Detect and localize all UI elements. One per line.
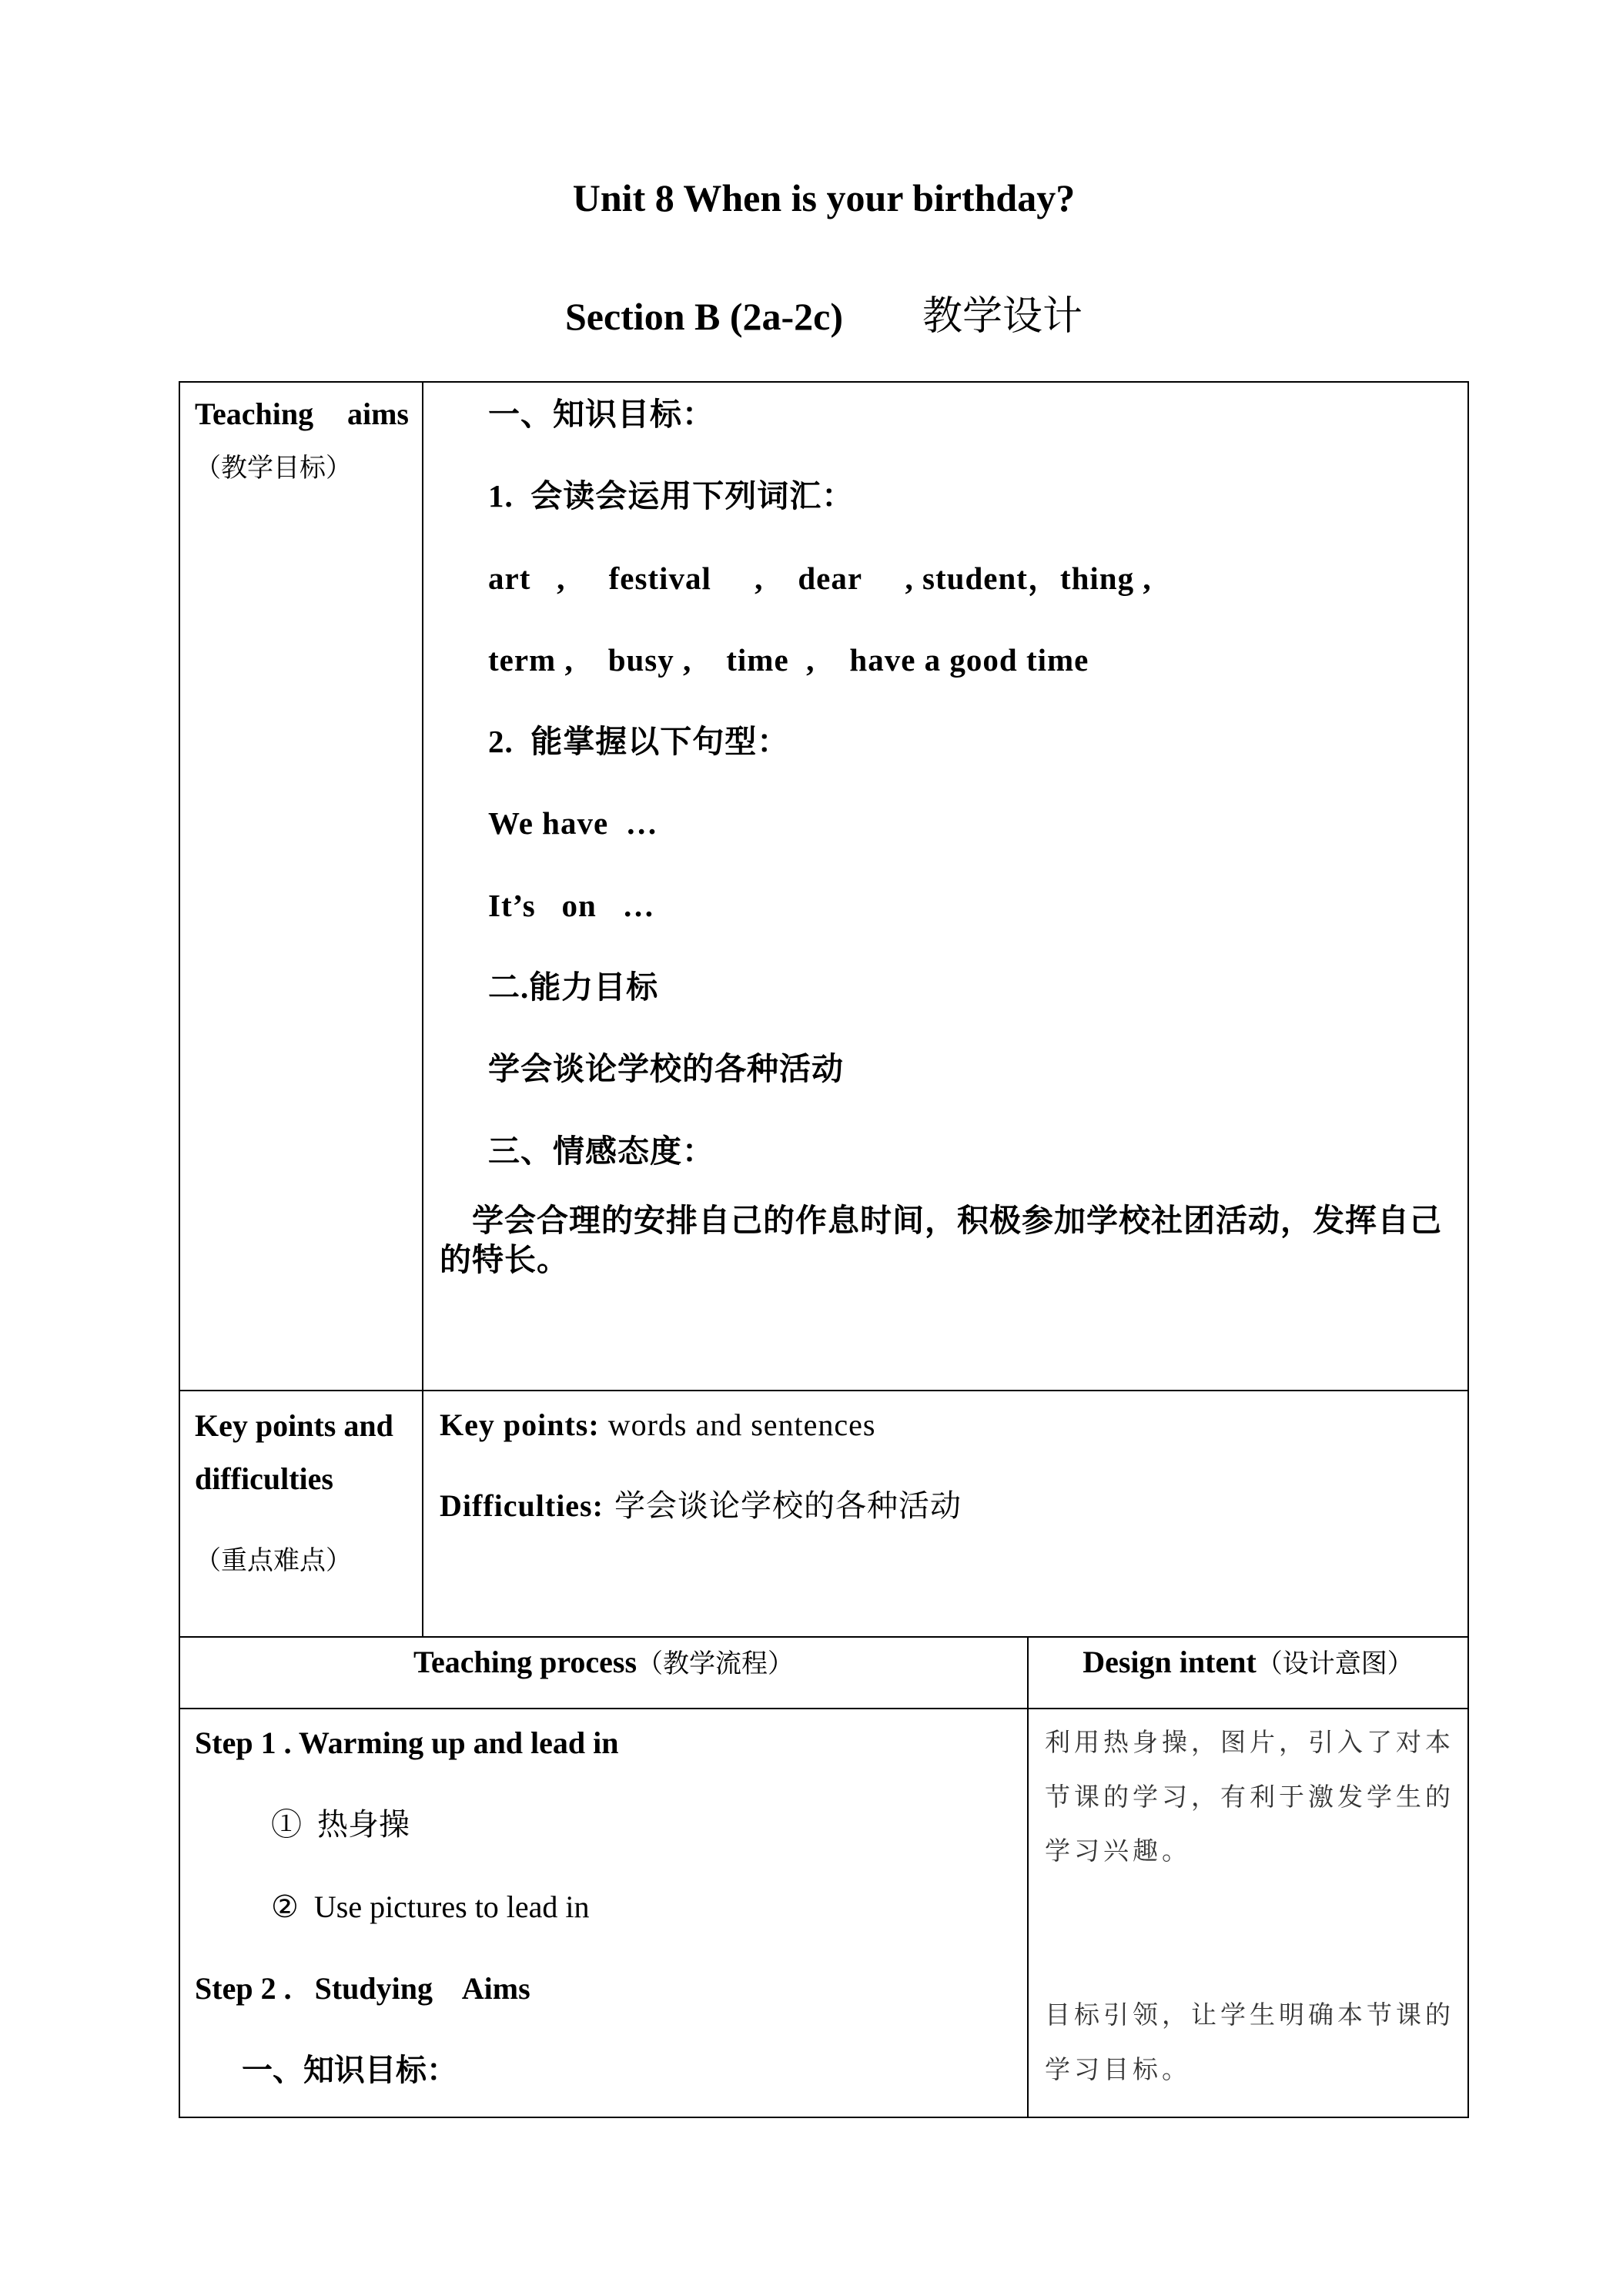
- vocabulary-line-1: art , festival , dear , student，thing ,: [488, 560, 1152, 596]
- design-intent-header-en: Design intent: [1083, 1645, 1257, 1679]
- design-intent-header-cn: （设计意图）: [1256, 1650, 1414, 1678]
- difficulties-label: Difficulties:: [440, 1488, 604, 1523]
- document-subtitle: [179, 292, 1469, 341]
- knowledge-aims-heading: 一、知识目标：: [488, 397, 714, 432]
- ability-aims-text: 学会谈论学校的各种活动: [488, 1051, 844, 1087]
- teaching-aims-label-cn: （教学目标）: [195, 454, 352, 483]
- teaching-steps-list: [195, 1702, 965, 2111]
- teaching-process-header: [180, 1639, 1027, 1685]
- attitude-aims-heading: 三、情感态度：: [488, 1133, 714, 1169]
- key-points-label: Key points:: [440, 1407, 600, 1442]
- vocabulary-instruction: 1. 会读会运用下列词汇：: [488, 478, 855, 514]
- step-1-item-1: ① 热身操: [271, 1807, 410, 1842]
- difficulties-text: 学会谈论学校的各种活动: [614, 1488, 962, 1523]
- difficulties-line: [440, 1483, 962, 1529]
- teaching-aims-content-cell: [422, 381, 1469, 1391]
- step-2-heading: Step 2 . Studying Aims: [195, 1970, 530, 2006]
- key-points-line: [440, 1402, 875, 1448]
- design-intent-header: [1029, 1639, 1467, 1685]
- teaching-aims-label-cell: [179, 381, 423, 1391]
- design-intent-step-2: 目标引领，让学生明确本节课的学习目标。: [1045, 2002, 1454, 2084]
- design-intent-cell: [1027, 1708, 1469, 2118]
- teaching-process-header-en: Teaching process: [413, 1645, 637, 1679]
- teaching-aims-list: [488, 373, 1412, 1192]
- step-2-knowledge-aims: 一、知识目标：: [242, 2053, 457, 2088]
- subtitle-section: Section B (2a-2c): [564, 295, 844, 338]
- teaching-aims-label-en: Teaching aims: [195, 397, 409, 431]
- teaching-process-cell: [179, 1708, 1029, 2118]
- sentence-pattern-2: It’s on …: [488, 887, 655, 923]
- key-points-label-cell: [179, 1390, 423, 1638]
- teaching-process-header-cn: （教学流程）: [637, 1650, 795, 1678]
- subtitle-label: 教学设计: [922, 295, 1083, 339]
- key-points-label-cn: （重点难点）: [195, 1547, 352, 1575]
- key-points-content-cell: [422, 1390, 1469, 1638]
- vocabulary-line-2: term , busy , time , have a good time: [488, 641, 1089, 678]
- key-points-label-en: Key points and difficulties: [195, 1408, 393, 1496]
- key-points-text: words and sentences: [607, 1407, 876, 1442]
- sentence-pattern-1: We have …: [488, 805, 658, 842]
- document-title: Unit 8 When is your birthday?: [572, 176, 1076, 219]
- step-1-item-2: ② Use pictures to lead in: [271, 1889, 590, 1924]
- teaching-aims-label: [195, 391, 409, 492]
- teaching-process-header-cell: [179, 1636, 1029, 1709]
- step-1-heading: Step 1 . Warming up and lead in: [195, 1725, 619, 1760]
- ability-aims-heading: 二.能力目标: [488, 969, 659, 1006]
- design-intent-step-1: 利用热身操，图片，引入了对本节课的学习，有利于激发学生的学习兴趣。: [1045, 1729, 1454, 1866]
- attitude-aims-text: 学会合理的安排自己的作息时间，积极参加学校社团活动，发挥自己的特长。: [440, 1203, 1442, 1277]
- design-intent-header-cell: [1027, 1636, 1469, 1709]
- sentence-pattern-instruction: 2. 能掌握以下句型：: [488, 724, 790, 760]
